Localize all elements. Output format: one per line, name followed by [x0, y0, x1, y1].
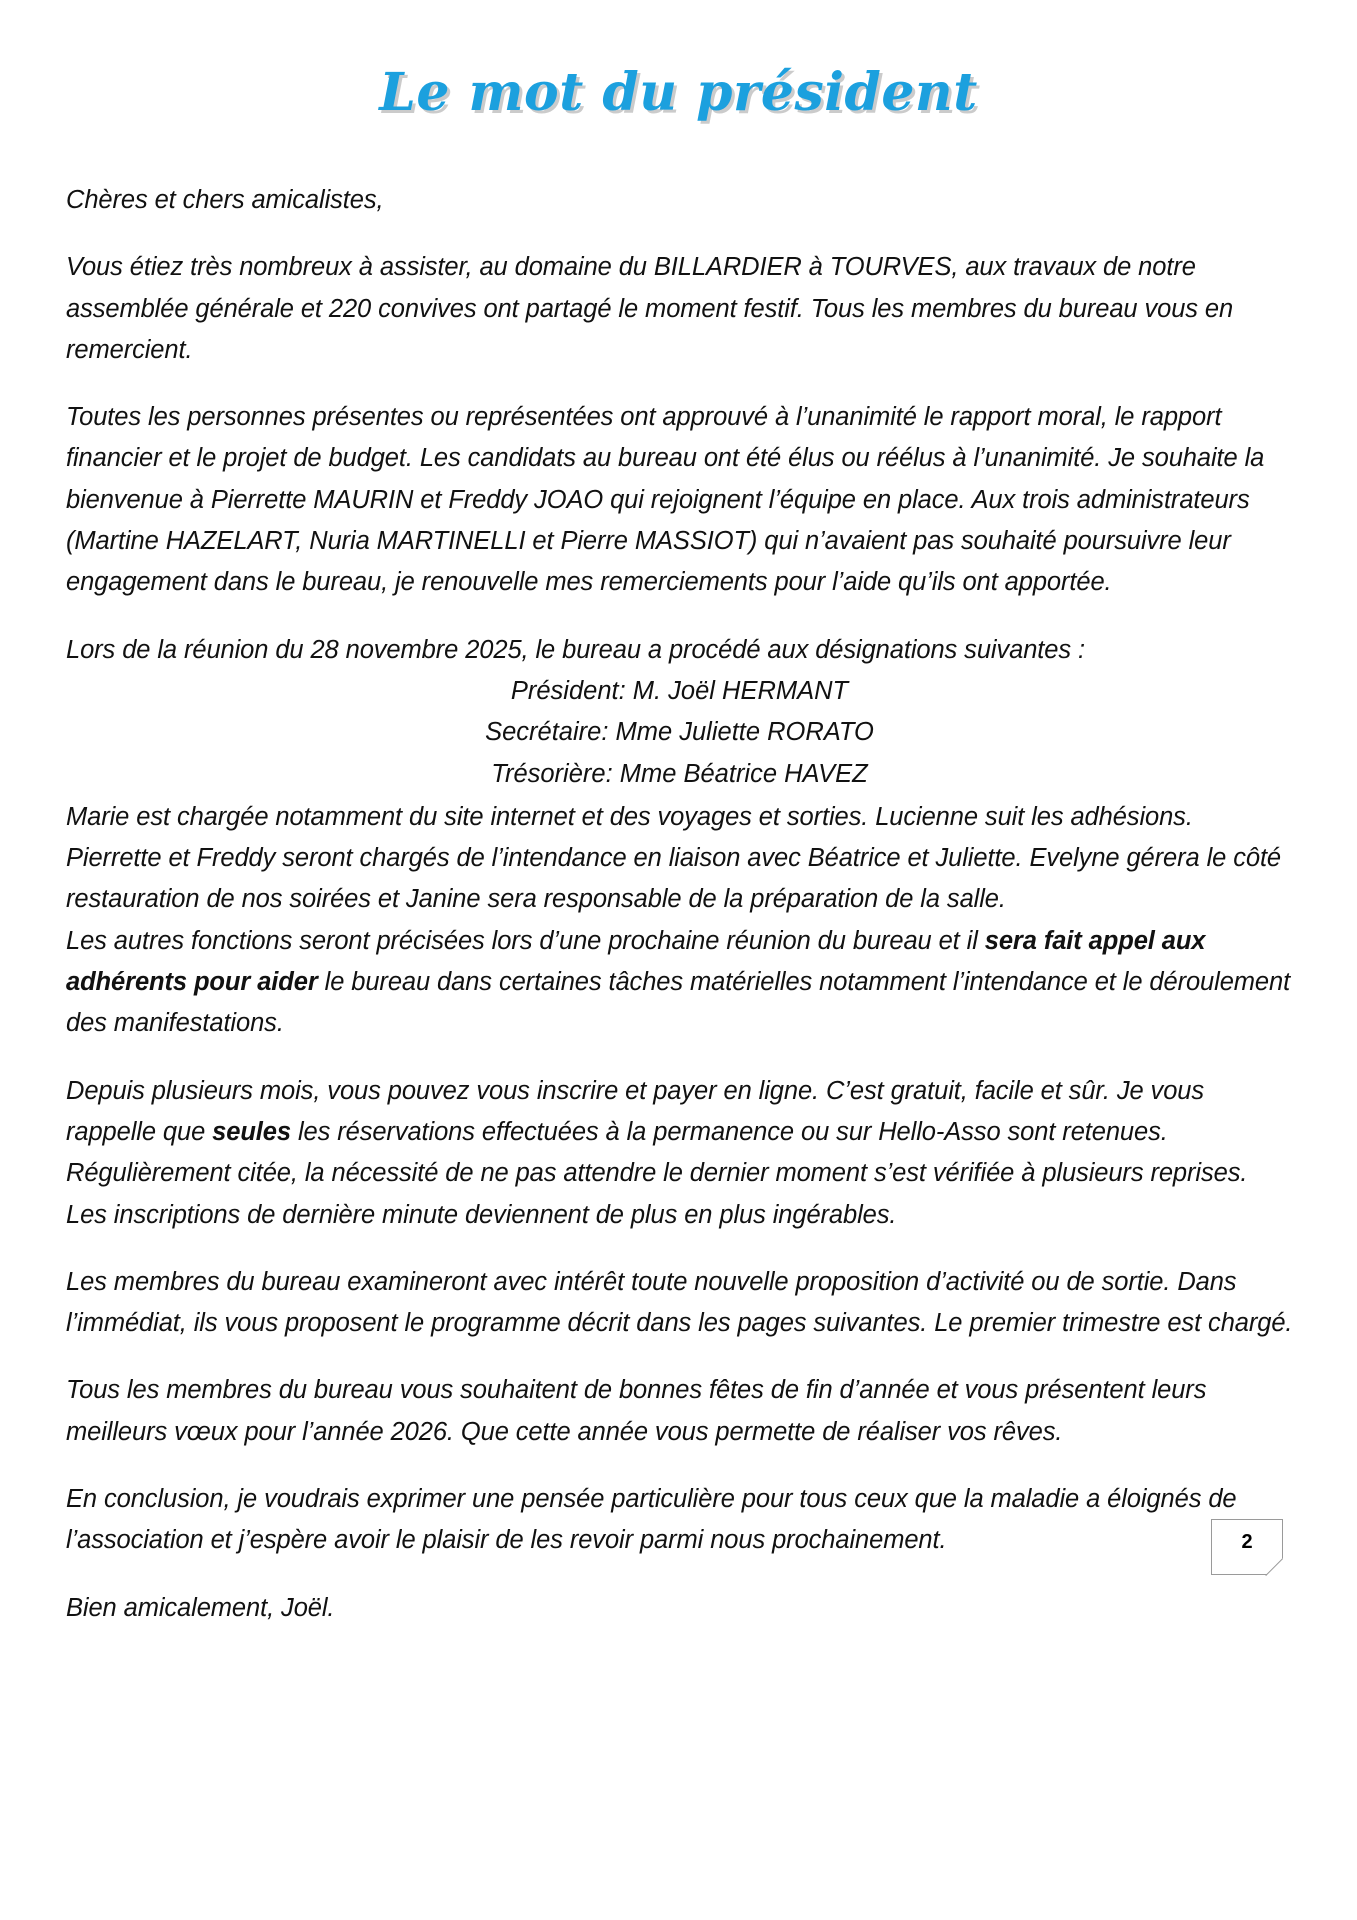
page-number-badge — [1211, 1519, 1283, 1575]
paragraph-voeux-2026: Tous les membres du bureau vous souhaitent de bonnes fêtes de fin d’année et vous présentent leurs meilleurs vœux pour l’année 2026. Que cette année vous permette de réaliser vos rêves. — [66, 1376, 1207, 1446]
paragraph-inscription-en-ligne — [66, 1071, 1293, 1236]
text-after-seules: les réservations effectuées à la permanence ou sur Hello-Asso sont retenues. Régulièrement citée, la nécessité de ne pas attendre le dernier moment s’est vérifiée à plusieurs reprises. Les inscriptions de dernière minute deviennent de plus en plus ingérables. — [66, 1117, 1248, 1229]
paragraph-marie-lucienne: Marie est chargée notamment du site internet et des voyages et sorties. Lucienne suit les adhésions. — [66, 802, 1193, 831]
page-title: Le mot du président — [379, 62, 978, 123]
text-after-bold: le bureau dans certaines tâches matérielles notamment l’intendance et le déroulement des manifestations. — [66, 968, 1291, 1038]
paragraph-assemblee-generale: Vous étiez très nombreux à assister, au domaine du BILLARDIER à TOURVES, aux travaux de notre assemblée générale et 220 convives ont partagé le moment festif. Tous les membres du bureau vous en remercient. — [66, 253, 1234, 364]
text-before-seules: Depuis plusieurs mois, vous pouvez vous inscrire et payer en ligne. C’est gratuit, facile et sûr. Je vous rappelle que — [66, 1076, 1205, 1146]
paragraph-autres-fonctions — [66, 921, 1293, 1045]
designation-tresoriere: Trésorière: Mme Béatrice HAVEZ — [491, 759, 868, 788]
paragraph-salutation: Chères et chers amicalistes, — [66, 186, 384, 214]
paragraph-nouvelles-propositions: Les membres du bureau examineront avec intérêt toute nouvelle proposition d’activité ou de sortie. Dans l’immédiat, ils vous proposent le programme décrit dans les pages suivantes. Le premier trimestre est chargé. — [66, 1267, 1293, 1338]
designation-president: Président: M. Joël HERMANT — [510, 676, 849, 705]
bold-appel-aux-adherents: sera fait appel aux adhérents pour aider — [66, 926, 1206, 997]
paragraph-conclusion-maladie: En conclusion, je voudrais exprimer une pensée particulière pour tous ceux que la maladie a éloignés de l’association et j’espère avoir le plaisir de les revoir parmi nous prochainement. — [66, 1485, 1237, 1555]
paragraph-pierrette-freddy: Pierrette et Freddy seront chargés de l’intendance en liaison avec Béatrice et Juliette. Evelyne gérera le côté restauration de nos soirées et Janine sera responsable de la préparation de la salle. — [66, 844, 1282, 914]
text-before-bold: Les autres fonctions seront précisées lors d’une prochaine réunion du bureau et il — [66, 926, 985, 955]
bureau-designations-list — [66, 671, 1293, 795]
paragraph-rapports-et-elections: Toutes les personnes présentes ou représentées ont approuvé à l’unanimité le rapport moral, le rapport financier et le projet de budget. Les candidats au bureau ont été élus ou réélus à l’unanimité. Je souhaite la bienvenue à Pierrette MAURIN et Freddy JOAO qui rejoignent l’équipe en place. Aux trois administrateurs (Martine HAZELART, Nuria MARTINELLI et Pierre MASSIOT) qui n’avaient pas souhaité poursuivre leur engagement dans le bureau, je renouvelle mes remerciements pour l’aide qu’ils ont apportée. — [66, 403, 1265, 597]
document-body — [66, 180, 1293, 1655]
paragraph-signature: Bien amicalement, Joël. — [66, 1593, 335, 1622]
bold-seules: seules — [212, 1117, 291, 1146]
title-container — [0, 0, 1357, 123]
designation-secretaire: Secrétaire: Mme Juliette RORATO — [485, 718, 874, 747]
page-number-value: 2 — [1241, 1531, 1253, 1553]
paragraph-reunion-designations: Lors de la réunion du 28 novembre 2025, le bureau a procédé aux désignations suivantes : — [66, 635, 1085, 664]
